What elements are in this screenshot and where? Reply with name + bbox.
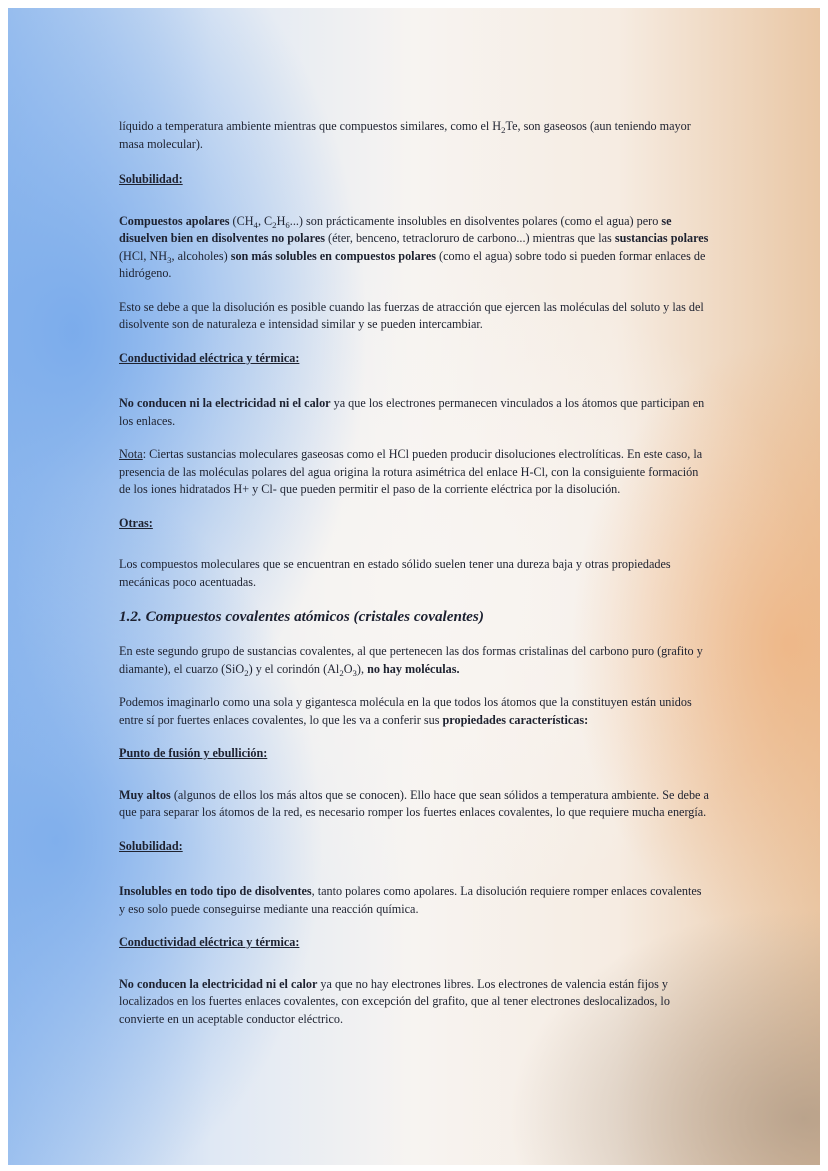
text: ya que los electrones permanecen vinculados a los átomos que participan en los enlaces. — [119, 396, 705, 428]
bold-text: Insolubles en todo tipo de disolventes — [119, 884, 312, 898]
solubility-explanation-paragraph: Esto se debe a que la disolución es posible cuando las fuerzas de atracción que ejercen las moléculas del soluto y las del disolvente son de naturaleza e intensidad similar y se pueden intercambiar. — [119, 299, 704, 331]
text: (éter, benceno, tetracloruro de carbono...) mientras que las — [324, 231, 615, 245]
subscript: 2 — [339, 667, 344, 678]
melting-paragraph — [119, 787, 709, 822]
subscript: 3 — [352, 667, 357, 678]
page-content — [119, 118, 709, 1044]
bold-text: propiedades características: — [442, 712, 589, 727]
subscript: 2 — [244, 667, 249, 678]
heading-conductivity-molecular: Conductividad eléctrica y térmica: — [119, 350, 300, 365]
text: , alcoholes) — [171, 248, 231, 263]
text: (HCl, NH — [119, 248, 168, 263]
text: Podemos imaginarlo como una sola y gigantesca molécula en la que todos los átomos que la constituyen están unidos entre sí por fuertes enlaces covalentes, lo que les va a conferir sus — [119, 695, 692, 727]
heading-melting-point: Punto de fusión y ebullición: — [119, 746, 268, 760]
bold-text: se disuelven bien en disolventes no polares — [119, 213, 672, 245]
text: (CH — [229, 213, 254, 228]
others-paragraph: Los compuestos moleculares que se encuentran en estado sólido suelen tener una dureza baja y otras propiedades mecánicas poco acentuadas. — [119, 557, 671, 589]
section-title: 1.2. Compuestos covalentes atómicos (cristales covalentes) — [119, 608, 484, 625]
note-label: Nota — [119, 447, 143, 461]
bold-text: No conducen la electricidad ni el calor — [119, 976, 318, 991]
atomic-conductivity-paragraph — [119, 976, 709, 1029]
text: O — [343, 661, 353, 676]
text: ) y el corindón (Al — [248, 661, 340, 676]
bold-text: son más solubles en compuestos polares — [230, 248, 436, 263]
text: ), — [356, 661, 368, 676]
heading-solubility-molecular: Solubilidad: — [119, 172, 183, 186]
bold-text: no hay moléculas. — [367, 661, 460, 676]
text: H — [276, 213, 286, 228]
intro-text: líquido a temperatura ambiente mientras que compuestos similares, como el H — [119, 119, 502, 133]
text: (como el agua) sobre todo si pueden formar enlaces de hidrógeno. — [119, 248, 706, 280]
scanned-page — [8, 8, 820, 1165]
bold-text: No conducen ni la electricidad ni el calor — [119, 396, 331, 410]
text: ...) son prácticamente insolubles en disolventes polares (como el agua) pero — [289, 213, 662, 228]
conductivity-paragraph — [119, 395, 709, 430]
atomic-solubility-paragraph — [119, 883, 709, 918]
atomic-structure-paragraph — [119, 694, 709, 729]
subscript: 3 — [167, 254, 172, 265]
bold-text: sustancias polares — [614, 231, 709, 245]
text: ya que no hay electrones libres. Los electrones de valencia están fijos y localizados en los fuertes enlaces covalentes, con excepción del grafito, que al tener electrones deslocalizados, lo convierte en un aceptable conductor eléctrico. — [119, 976, 670, 1026]
subscript: 4 — [253, 219, 258, 230]
intro-paragraph — [119, 118, 709, 153]
text: (algunos de ellos los más altos que se conocen). Ello hace que sean sólidos a temperatura ambiente. Se debe a que para separar los átomos de la red, es necesario romper los fuertes enlaces covalentes, lo que requiere mucha energía. — [119, 787, 709, 819]
text: En este segundo grupo de sustancias covalentes, al que pertenecen las dos formas cristalinas del carbono puro (grafito y diamante), el cuarzo (SiO — [119, 644, 703, 676]
atomic-intro-paragraph — [119, 643, 709, 678]
bold-text: Muy altos — [119, 787, 171, 802]
text: , tanto polares como apolares. La disolución requiere romper enlaces covalentes y eso solo puede conseguirse mediante una reacción química. — [119, 884, 702, 916]
subscript: 2 — [272, 219, 277, 230]
intro-text: Te, son gaseosos (aun teniendo mayor masa molecular). — [119, 119, 691, 151]
note-paragraph — [119, 446, 709, 499]
heading-solubility-atomic: Solubilidad: — [119, 838, 183, 853]
heading-conductivity-atomic: Conductividad eléctrica y térmica: — [119, 935, 300, 949]
text: , C — [257, 213, 273, 228]
solubility-paragraph — [119, 213, 709, 283]
subscript: 2 — [501, 125, 506, 136]
text: : Ciertas sustancias moleculares gaseosas como el HCl pueden producir disoluciones electrolíticas. En este caso, la presencia de las moléculas polares del agua origina la rotura asimétrica del enlace H-Cl, con la consiguiente formación de los iones hidratados H+ y Cl- que pueden permitir el paso de la corriente eléctrica por la disolución. — [119, 447, 703, 496]
subscript: 6 — [285, 219, 290, 230]
heading-others: Otras: — [119, 515, 153, 530]
bold-text: Compuestos apolares — [119, 213, 230, 228]
